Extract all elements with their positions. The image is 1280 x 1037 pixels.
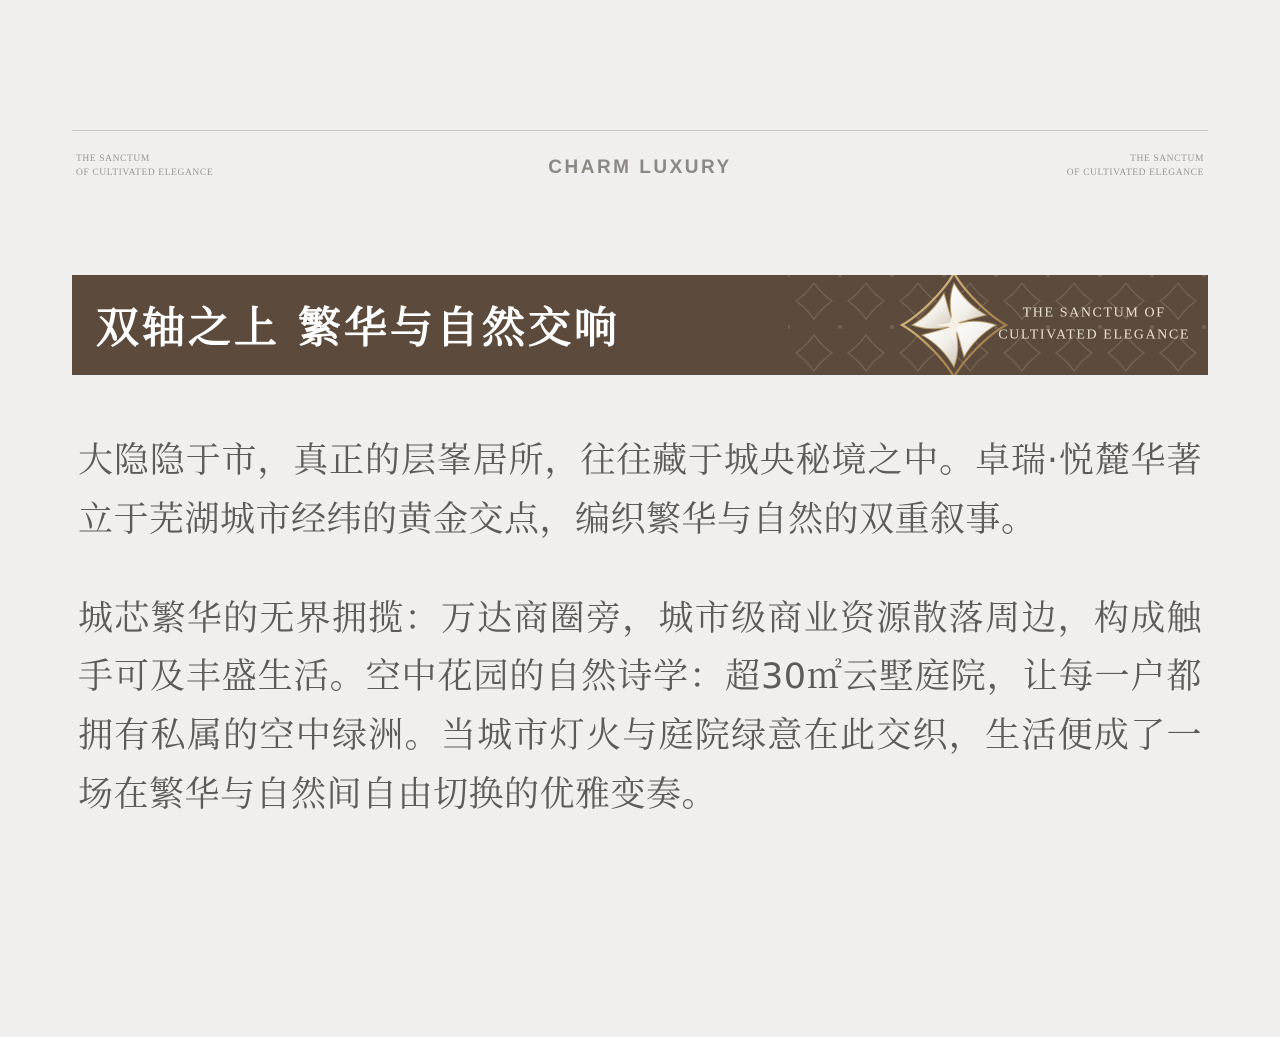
banner-motto-line2: CULTIVATED ELEGANCE [998, 328, 1190, 343]
banner-title-text: 双轴之上 繁华与自然交响 [96, 303, 620, 354]
header-brand-title: CHARM LUXURY [548, 157, 732, 178]
body-copy [78, 432, 1202, 825]
page-header [72, 130, 1208, 201]
banner-motto-line1: THE SANCTUM OF [1022, 305, 1166, 321]
header-inner [72, 131, 1208, 201]
paragraph-2-suffix: 云墅庭院，让每一户都拥有私属的空中绿洲。当城市灯火与庭院绿意在此交织，生活便成了一场在繁华与自然间自由切换的优雅变奏。 [78, 657, 1202, 815]
title-banner [72, 275, 1208, 375]
paragraph-2 [78, 590, 1202, 825]
header-right-mark [1067, 153, 1204, 181]
paragraph-2-unit: ㎡ [806, 657, 843, 698]
header-right-mark-line1: THE SANCTUM [1130, 154, 1204, 164]
header-left-mark-line2: OF CULTIVATED ELEGANCE [76, 167, 214, 178]
banner-motto [998, 303, 1190, 348]
header-left-mark-line1: THE SANCTUM [76, 154, 150, 164]
paragraph-1: 大隐隐于市，真正的层峯居所，往往藏于城央秘境之中。卓瑞·悦麓华著立于芜湖城市经纬的黄金交点，编织繁华与自然的双重叙事。 [78, 441, 1202, 540]
paragraph-2-prefix: 城芯繁华的无界拥揽：万达商圈旁，城市级商业资源散落周边，构成触手可及丰盛生活。空中花园的自然诗学：超30 [78, 598, 1202, 698]
header-right-mark-line2: OF CULTIVATED ELEGANCE [1066, 167, 1204, 178]
